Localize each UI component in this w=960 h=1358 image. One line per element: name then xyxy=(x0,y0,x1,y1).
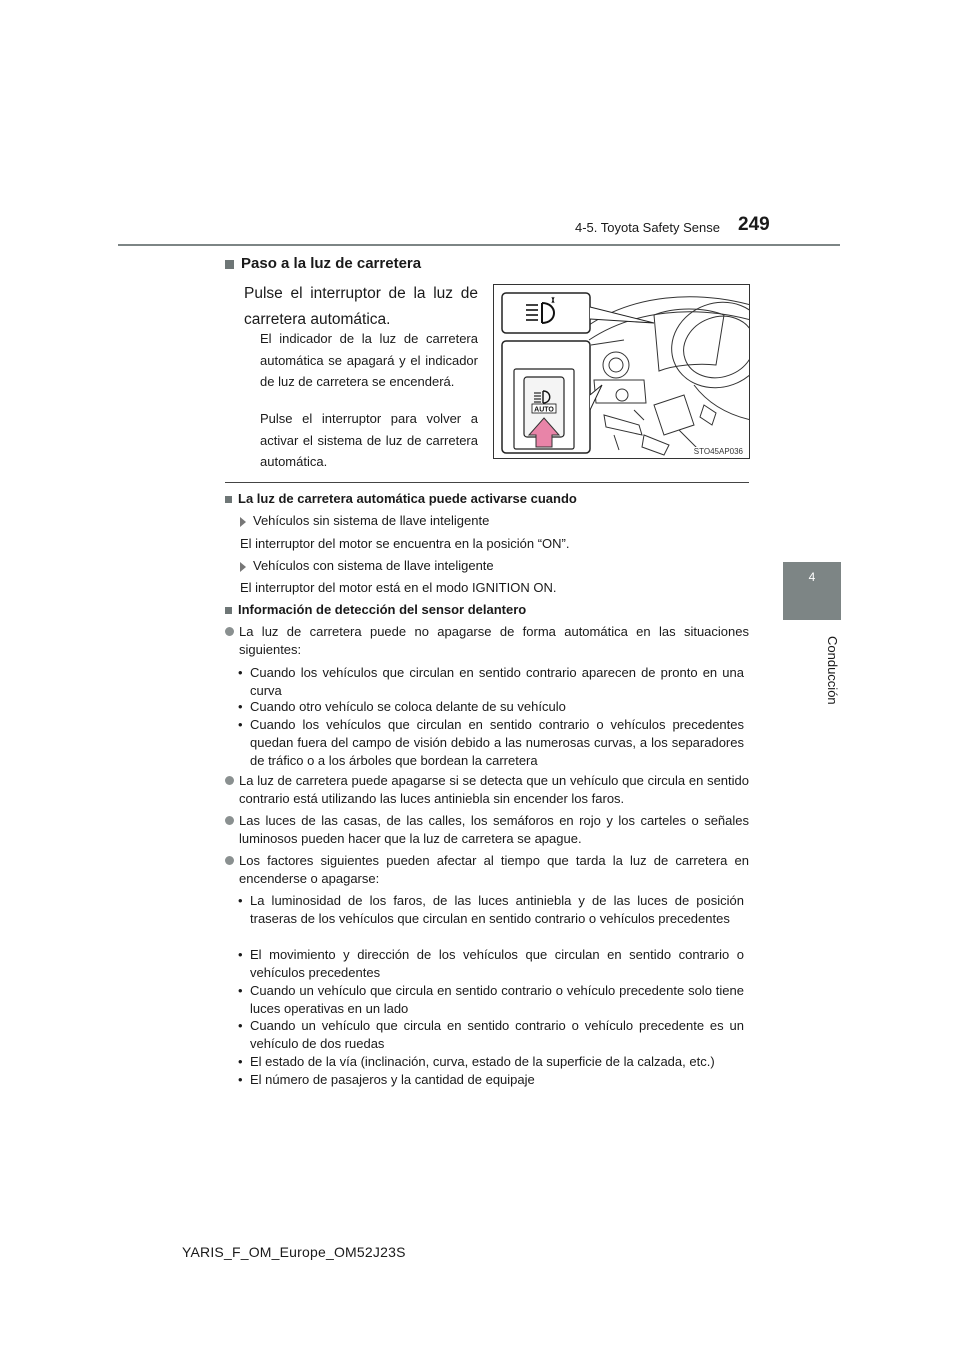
square-bullet-icon xyxy=(225,260,234,269)
circle-bullet-icon xyxy=(225,816,234,825)
section-heading xyxy=(225,255,421,272)
list-item: • La luminosidad de los faros, de las luces antiniebla y de las luces de posición traseras de los vehículos que circulan en sentido contrario o vehículos precedentes xyxy=(238,893,744,926)
activation-case-2-text: Vehículos con sistema de llave inteligente xyxy=(253,558,494,573)
header-rule xyxy=(118,244,840,246)
sensor-bullet-1-text: La luz de carretera puede no apagarse de forma automática en las situaciones siguientes: xyxy=(239,624,749,657)
sensor-heading-text: Información de detección del sensor delantero xyxy=(238,602,527,617)
section-title: 4-5. Toyota Safety Sense xyxy=(574,220,720,235)
page-number: 249 xyxy=(738,214,770,235)
dashboard-figure xyxy=(493,284,750,459)
square-bullet-icon xyxy=(225,496,232,503)
list-item: • El movimiento y dirección de los vehículos que circulan en sentido contrario o vehículos precedentes xyxy=(238,947,744,980)
circle-bullet-icon xyxy=(225,627,234,636)
list-item-text: Cuando los vehículos que circulan en sentido contrario aparecen de pronto en una curva xyxy=(250,665,744,698)
list-item-text: Cuando un vehículo que circula en sentido contrario o vehículo precedente es un vehículo de dos ruedas xyxy=(250,1018,744,1051)
list-item: • Cuando un vehículo que circula en sentido contrario o vehículo precedente es un vehículo de dos ruedas xyxy=(238,1018,744,1051)
document-code: YARIS_F_OM_Europe_OM52J23S xyxy=(182,1244,406,1260)
activation-heading xyxy=(225,491,577,506)
section-heading-text: Paso a la luz de carretera xyxy=(241,255,422,272)
list-item-text: El movimiento y dirección de los vehículos que circulan en sentido contrario o vehículos precedentes xyxy=(250,947,744,980)
list-item-text: Cuando un vehículo que circula en sentido contrario o vehículo precedente solo tiene luces operativas en un lado xyxy=(250,983,744,1016)
list-item: • Cuando un vehículo que circula en sentido contrario o vehículo precedente solo tiene luces operativas en un lado xyxy=(238,983,744,1016)
sensor-bullet-2-text: La luz de carretera puede apagarse si se detecta que un vehículo que circula en sentido contrario está utilizando las luces antiniebla sin encender los faros. xyxy=(239,773,749,806)
note-text-1: El indicador de la luz de carretera automática se apagará y el indicador de luz de carretera se encenderá. xyxy=(260,331,478,389)
sensor-heading xyxy=(225,602,526,617)
list-item-text: Cuando los vehículos que circulan en sentido contrario o vehículos precedentes quedan fuera del campo de visión debido a las numerosas curvas, a los separadores de tráfico o a los árboles que bordean la carretera xyxy=(250,717,744,768)
list-item: • Cuando los vehículos que circulan en sentido contrario aparecen de pronto en una curva xyxy=(238,665,744,698)
sensor-bullet-3 xyxy=(225,812,749,848)
instruction-text: Pulse el interruptor de la luz de carretera automática. xyxy=(244,285,478,328)
activation-case-1-text: Vehículos sin sistema de llave inteligente xyxy=(253,513,490,528)
activation-heading-text: La luz de carretera automática puede activarse cuando xyxy=(238,491,577,506)
list-item-text: La luminosidad de los faros, de las luces antiniebla y de las luces de posición traseras de los vehículos que circulan en sentido contrario o vehículos precedentes xyxy=(250,893,744,926)
figure-code: STO45AP036 xyxy=(693,447,743,456)
activation-text-1: El interruptor del motor se encuentra en la posición “ON”. xyxy=(240,536,570,551)
triangle-bullet-icon xyxy=(240,517,246,527)
square-bullet-icon xyxy=(225,607,232,614)
dashboard-illustration xyxy=(494,285,750,459)
sensor-bullet-2 xyxy=(225,772,749,808)
list-item: • El número de pasajeros y la cantidad de equipaje xyxy=(238,1072,535,1087)
sensor-bullet-4 xyxy=(225,852,749,888)
note-text-2: Pulse el interruptor para volver a activar el sistema de luz de carretera automática. xyxy=(260,411,478,469)
list-item-text: El estado de la vía (inclinación, curva, estado de la superficie de la calzada, etc.) xyxy=(250,1054,715,1069)
list-item: • Cuando otro vehículo se coloca delante de su vehículo xyxy=(238,699,566,714)
list-item: • Cuando los vehículos que circulan en sentido contrario o vehículos precedentes quedan fuera del campo de visión debido a las numerosas curvas, a los separadores de tráfico o a los árboles que bordean la carretera xyxy=(238,717,744,768)
circle-bullet-icon xyxy=(225,776,234,785)
sensor-bullet-3-text: Las luces de las casas, de las calles, los semáforos en rojo y los carteles o señales luminosos pueden hacer que la luz de carretera se apague. xyxy=(239,813,749,846)
list-item: • El estado de la vía (inclinación, curva, estado de la superficie de la calzada, etc.) xyxy=(238,1054,715,1069)
chapter-tab xyxy=(783,562,841,620)
list-item-text: Cuando otro vehículo se coloca delante de su vehículo xyxy=(250,699,566,714)
chapter-label: Conducción xyxy=(825,635,840,705)
activation-case-1 xyxy=(240,512,749,530)
switch-auto-label: AUTO xyxy=(534,406,554,414)
chapter-number: 4 xyxy=(808,570,816,584)
activation-text-2: El interruptor del motor está en el modo IGNITION ON. xyxy=(240,580,557,595)
list-item-text: El número de pasajeros y la cantidad de equipaje xyxy=(250,1072,535,1087)
activation-case-2 xyxy=(240,557,749,575)
sensor-bullet-4-text: Los factores siguientes pueden afectar al tiempo que tarda la luz de carretera en encenderse o apagarse: xyxy=(239,853,749,886)
triangle-bullet-icon xyxy=(240,562,246,572)
divider-rule xyxy=(225,482,749,483)
sensor-bullet-1 xyxy=(225,623,749,659)
circle-bullet-icon xyxy=(225,856,234,865)
